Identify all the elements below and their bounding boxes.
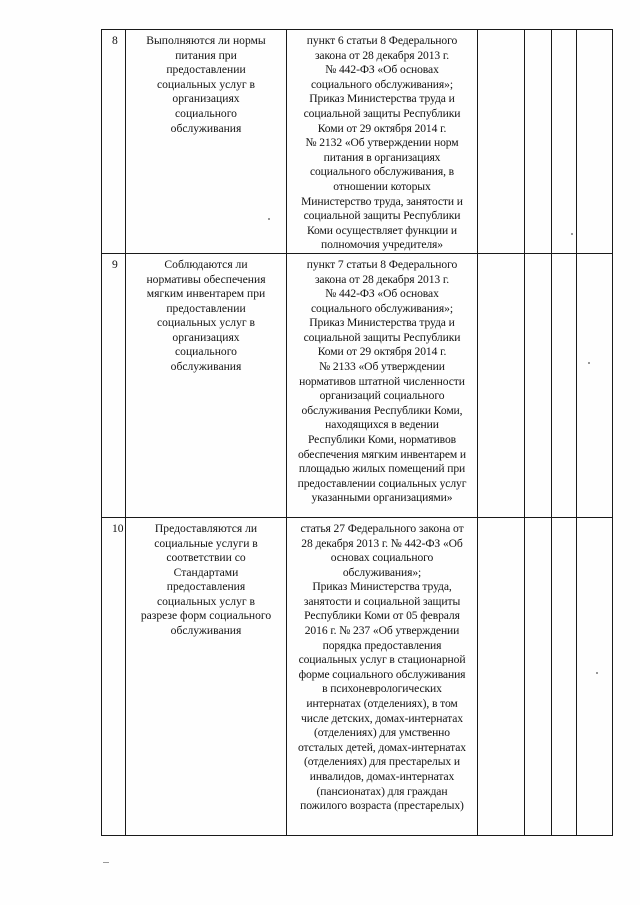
scan-streak — [103, 862, 109, 863]
empty-cell — [577, 30, 613, 254]
row-number: 9 — [102, 253, 126, 517]
legal-basis-cell: пункт 7 статьи 8 Федерального закона от 28 декабря 2013 г. № 442-ФЗ «Об основах социального обслуживания»; Приказ Министерства труда и социальной защиты Республики Коми от 29 октября 2014 г. № 2133 «Об утверждении нормативов штатной численности организаций социального обслуживания Республики Коми, находящихся в ведении Республики Коми, нормативов обеспечения мягким инвентарем и площадью жилых помещений при предоставлении социальных услуг указанными организациями» — [287, 253, 478, 517]
empty-cell — [552, 30, 577, 254]
empty-cell — [525, 517, 552, 835]
row-number: 10 — [102, 517, 126, 835]
scan-speck — [268, 218, 270, 220]
empty-cell — [552, 253, 577, 517]
table-row — [102, 517, 613, 835]
empty-cell — [478, 517, 525, 835]
empty-cell — [525, 253, 552, 517]
question-cell: Предоставляются ли социальные услуги в соответствии со Стандартами предоставления социальных услуг в разрезе форм социального обслуживания — [126, 517, 287, 835]
empty-cell — [478, 30, 525, 254]
question-cell: Выполняются ли нормы питания при предоставлении социальных услуг в организациях социального обслуживания — [126, 30, 287, 254]
empty-cell — [478, 253, 525, 517]
question-cell: Соблюдаются ли нормативы обеспечения мягким инвентарем при предоставлении социальных услуг в организациях социального обслуживания — [126, 253, 287, 517]
scan-speck — [588, 362, 590, 364]
table-row — [102, 30, 613, 254]
legal-basis-cell: пункт 6 статьи 8 Федерального закона от 28 декабря 2013 г. № 442-ФЗ «Об основах социального обслуживания»; Приказ Министерства труда и социальной защиты Республики Коми от 29 октября 2014 г. № 2132 «Об утверждении норм питания в организациях социального обслуживания, в отношении которых Министерство труда, занятости и социальной защиты Республики Коми осуществляет функции и полномочия учредителя» — [287, 30, 478, 254]
scan-speck — [596, 672, 598, 674]
empty-cell — [577, 253, 613, 517]
checklist-table — [101, 29, 613, 836]
legal-basis-cell: статья 27 Федерального закона от 28 декабря 2013 г. № 442-ФЗ «Об основах социального обслуживания»; Приказ Министерства труда, занятости и социальной защиты Республики Коми от 05 февраля 2016 г. № 237 «Об утверждении порядка предоставления социальных услуг в стационарной форме социального обслуживания в психоневрологических интернатах (отделениях), в том числе детских, домах-интернатах (отделениях) для умственно отсталых детей, домах-интернатах (отделениях) для престарелых и инвалидов, домах-интернатах (пансионатах) для граждан пожилого возраста (престарелых) — [287, 517, 478, 835]
scan-speck — [571, 233, 573, 235]
row-number: 8 — [102, 30, 126, 254]
empty-cell — [577, 517, 613, 835]
empty-cell — [552, 517, 577, 835]
empty-cell — [525, 30, 552, 254]
table-row — [102, 253, 613, 517]
